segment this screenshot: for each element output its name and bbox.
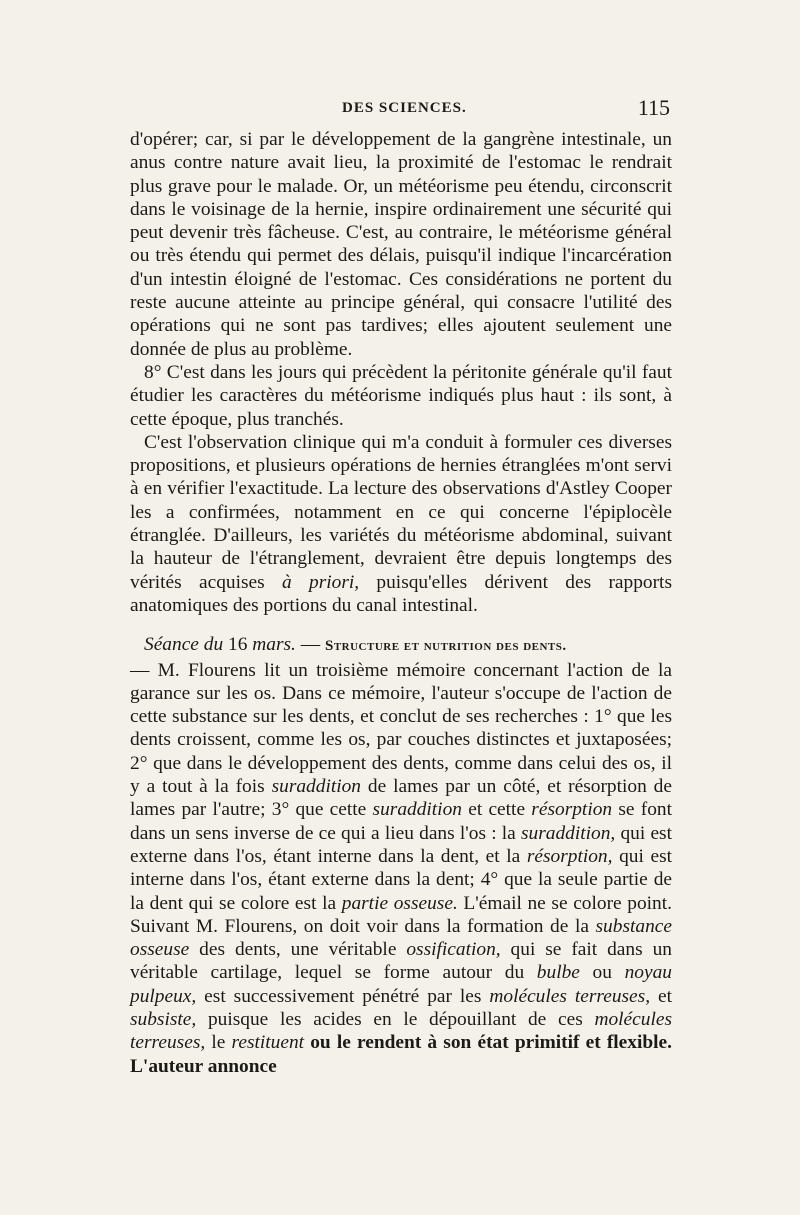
p4-e: qui est externe dans l'os, étant interne dans la dent, et la (130, 822, 672, 867)
p4-m: puisque les acides en le dépouillant de ces (196, 1008, 595, 1030)
seance-day: 16 (223, 634, 253, 656)
p4-a: — M. Flourens lit un troisième mémoire concernant l'action de la garance sur les os. Dans ce mémoire, l'auteur s'occupe de l'action de cette substance sur les dents, et conclut de ses recherches : 1° que les dents croissent, comme les os, par couches distinctes et juxtaposées; 2° que dans le développement des dents, comme dans celui des os, il y a tout à la fois (130, 659, 672, 798)
p4-i11: molécules terreuses, (489, 985, 651, 1007)
seance-heading (130, 633, 672, 658)
paragraph-3 (130, 431, 672, 617)
p4-l: et (650, 985, 672, 1007)
p4-i8: ossification, (406, 939, 501, 961)
p4-c: et cette (461, 799, 532, 821)
paragraph-3-italic: à priori, (282, 571, 360, 593)
p4-i7: substance osseuse (130, 915, 672, 961)
p4-d: se font dans un sens inverse de ce qui a lieu dans l'os : la (130, 799, 672, 844)
p4-n: le (205, 1032, 232, 1054)
seance-dash: — (295, 634, 325, 656)
p4-h: des dents, une véritable (189, 939, 407, 961)
paragraph-2: 8° C'est dans les jours qui précèdent la péritonite générale qu'il faut étudier les caractères du météorisme indiqués plus haut : ils sont, à cette époque, plus tranchés. (130, 361, 672, 430)
p4-i4: suraddition, (520, 822, 616, 844)
p4-j: ou (579, 962, 625, 984)
p4-i3: résorption (531, 799, 613, 821)
p4-f: qui est interne dans l'os, étant externe dans la dent; 4° que la seule partie de la dent qui se colore est la (130, 845, 672, 914)
p4-i13: molécules terreuses, (130, 1008, 672, 1054)
body-text (130, 128, 672, 1078)
p4-g: L'émail ne se colore point. Suivant M. Flourens, on doit voir dans la formation de la (130, 892, 672, 937)
paragraph-1: d'opérer; car, si par le développement de la gangrène intestinale, un anus contre nature avait lieu, la proximité de l'estomac le rendrait plus grave pour le malade. Or, un météorisme peu étendu, circonscrit dans le voisinage de la hernie, inspire ordinairement une sécurité qui peut devenir très fâcheuse. C'est, au contraire, le météorisme général ou très étendu qui permet des délais, puisqu'il indique l'incarcération d'un intestin éloigné de l'estomac. Ces considérations ne portent du reste aucune atteinte au principe général, qui consacre l'utilité des opérations qui ne sont pas tardives; elles ajoutent seulement une donnée de plus au problème. (130, 129, 672, 360)
page-number: 115 (637, 95, 670, 120)
paragraph-4 (130, 659, 672, 1078)
p4-i10: noyau pulpeux, (130, 962, 672, 1007)
section-gap (130, 617, 672, 633)
running-title: DES SCIENCES. (342, 100, 467, 116)
seance-month: mars. (252, 634, 296, 656)
p4-o: ou le rendent à son état primitif et flexible. L'auteur annonce (130, 1032, 672, 1077)
paragraph-3-end: puisqu'elles dérivent des rapports anatomiques des portions du canal intestinal. (130, 571, 672, 616)
p4-i2: suraddition (372, 799, 462, 821)
p4-i5: résorption, (526, 845, 613, 867)
p4-i: qui se fait dans un véritable cartilage, lequel se forme autour du (130, 939, 672, 984)
p4-i12: subsiste, (130, 1008, 197, 1030)
p4-i14: restituent (231, 1032, 305, 1054)
p4-k: est successivement pénétré par les (196, 985, 490, 1007)
seance-label: Séance du (144, 634, 224, 656)
paragraph-3-text: C'est l'observation clinique qui m'a conduit à formuler ces diverses propositions, et plusieurs opérations de hernies étranglées m'ont servi à en vérifier l'exactitude. La lecture des observations d'Astley Cooper les a confirmées, notamment en ce qui concerne l'épiplocèle étranglée. D'ailleurs, les variétés du météorisme abdominal, suivant la hauteur de l'étranglement, devraient être depuis longtemps des vérités acquises (130, 431, 672, 593)
page-header (130, 95, 670, 130)
p4-i1: suraddition (271, 776, 362, 798)
p4-i9: bulbe (536, 962, 580, 984)
p4-b: de lames par un côté, et résorption de lames par l'autre; 3° que cette (130, 776, 672, 821)
p4-i6: partie osseuse. (341, 892, 458, 914)
seance-title: Structure et nutrition des dents. (324, 638, 567, 655)
